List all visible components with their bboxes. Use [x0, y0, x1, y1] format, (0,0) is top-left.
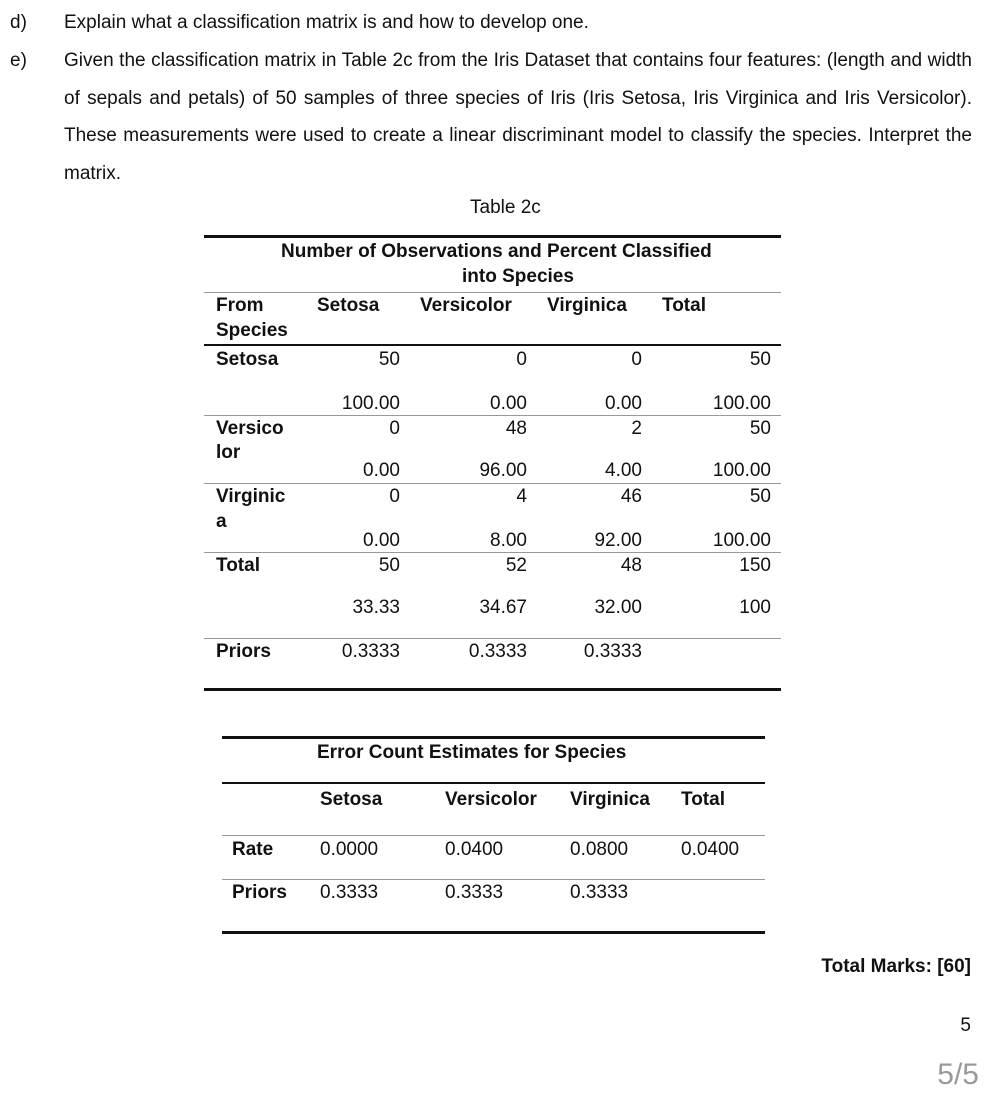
- prior-value: 0.3333: [468, 641, 527, 662]
- matrix-cell: 50: [378, 349, 400, 370]
- matrix-cell: 2: [631, 418, 642, 439]
- page-count: 5/5: [937, 1058, 979, 1091]
- matrix-percent: 100: [739, 597, 771, 618]
- question-e-label: e): [10, 50, 27, 71]
- error-col-total: Total: [681, 789, 725, 810]
- rule-row: [204, 483, 781, 484]
- matrix-percent: 100.00: [712, 393, 771, 414]
- row-label-virginica-cont: a: [216, 511, 227, 532]
- error-rate-value: 0.0400: [445, 839, 504, 860]
- col-header-setosa: Setosa: [317, 295, 380, 316]
- matrix-cell: 50: [749, 418, 771, 439]
- matrix-percent: 100.00: [341, 393, 400, 414]
- prior-value: 0.3333: [341, 641, 400, 662]
- rule-rate: [222, 879, 765, 880]
- error-rate-value: 0.0800: [570, 839, 629, 860]
- row-label-virginica: Virginic: [216, 486, 286, 507]
- col-header-versicolor: Versicolor: [420, 295, 512, 316]
- rule-header: [204, 344, 781, 346]
- rule-title: [204, 292, 781, 293]
- error-prior-value: 0.3333: [445, 882, 504, 903]
- row-label-versicolor-cont: lor: [216, 442, 241, 463]
- matrix-percent: 100.00: [712, 530, 771, 551]
- rule-top: [222, 736, 765, 739]
- rule-title: [222, 782, 765, 784]
- matrix-percent: 0.00: [363, 460, 400, 481]
- error-prior-value: 0.3333: [570, 882, 629, 903]
- error-col-setosa: Setosa: [320, 789, 383, 810]
- rule-row: [204, 552, 781, 553]
- matrix-percent: 0.00: [363, 530, 400, 551]
- matrix-percent: 4.00: [605, 460, 642, 481]
- matrix-percent: 0.00: [605, 393, 642, 414]
- error-rate-value: 0.0400: [681, 839, 740, 860]
- error-table-title: Error Count Estimates for Species: [317, 742, 627, 763]
- prior-value: 0.3333: [583, 641, 642, 662]
- matrix-cell: 4: [516, 486, 527, 507]
- rule-bottom: [222, 931, 765, 934]
- table-caption: Table 2c: [470, 197, 541, 218]
- corner-header-line1: From: [216, 295, 264, 316]
- matrix-cell: 52: [505, 555, 527, 576]
- matrix-cell: 150: [739, 555, 771, 576]
- page-number: 5: [960, 1015, 971, 1036]
- error-count-table: [222, 736, 765, 934]
- matrix-percent: 96.00: [479, 460, 527, 481]
- matrix-cell: 50: [378, 555, 400, 576]
- question-d-text: Explain what a classification matrix is and how to develop one.: [64, 12, 589, 33]
- col-header-total: Total: [662, 295, 706, 316]
- matrix-cell: 46: [620, 486, 642, 507]
- question-d-label: d): [10, 12, 27, 33]
- rule-total: [204, 638, 781, 639]
- matrix-percent: 0.00: [490, 393, 527, 414]
- corner-header-line2: Species: [216, 320, 288, 341]
- rule-header: [222, 835, 765, 836]
- rule-bottom: [204, 688, 781, 691]
- matrix-cell: 0: [631, 349, 642, 370]
- row-label-priors: Priors: [216, 641, 271, 662]
- matrix-percent: 33.33: [352, 597, 400, 618]
- matrix-cell: 0: [516, 349, 527, 370]
- total-marks: Total Marks: [60]: [821, 956, 971, 977]
- matrix-title-line1: Number of Observations and Percent Classified: [281, 241, 712, 262]
- col-header-virginica: Virginica: [547, 295, 627, 316]
- matrix-title-line2: into Species: [462, 266, 574, 287]
- row-label-total: Total: [216, 555, 260, 576]
- matrix-percent: 34.67: [479, 597, 527, 618]
- matrix-cell: 0: [389, 418, 400, 439]
- question-e-text: Given the classification matrix in Table 2c from the Iris Dataset that contains four features: (length and width of sepals and petals) of 50 samples of three species of Iris (Iris Setosa, Iris Virginica and Iris Versicolor). These measurements were used to create a linear discriminant model to classify the species. Interpret the matrix.: [64, 50, 972, 184]
- matrix-cell: 50: [749, 486, 771, 507]
- rule-row: [204, 415, 781, 416]
- row-label-setosa: Setosa: [216, 349, 279, 370]
- classification-matrix-table: [204, 235, 781, 691]
- matrix-cell: 48: [620, 555, 642, 576]
- error-rate-value: 0.0000: [320, 839, 379, 860]
- matrix-cell: 0: [389, 486, 400, 507]
- error-prior-value: 0.3333: [320, 882, 379, 903]
- error-priors-label: Priors: [232, 882, 287, 903]
- error-col-versicolor: Versicolor: [445, 789, 537, 810]
- error-col-virginica: Virginica: [570, 789, 650, 810]
- error-rate-label: Rate: [232, 839, 274, 860]
- matrix-cell: 50: [749, 349, 771, 370]
- rule-top: [204, 235, 781, 238]
- matrix-percent: 100.00: [712, 460, 771, 481]
- matrix-cell: 48: [505, 418, 527, 439]
- row-label-versicolor: Versico: [216, 418, 284, 439]
- matrix-percent: 8.00: [490, 530, 527, 551]
- matrix-percent: 32.00: [594, 597, 642, 618]
- matrix-percent: 92.00: [594, 530, 642, 551]
